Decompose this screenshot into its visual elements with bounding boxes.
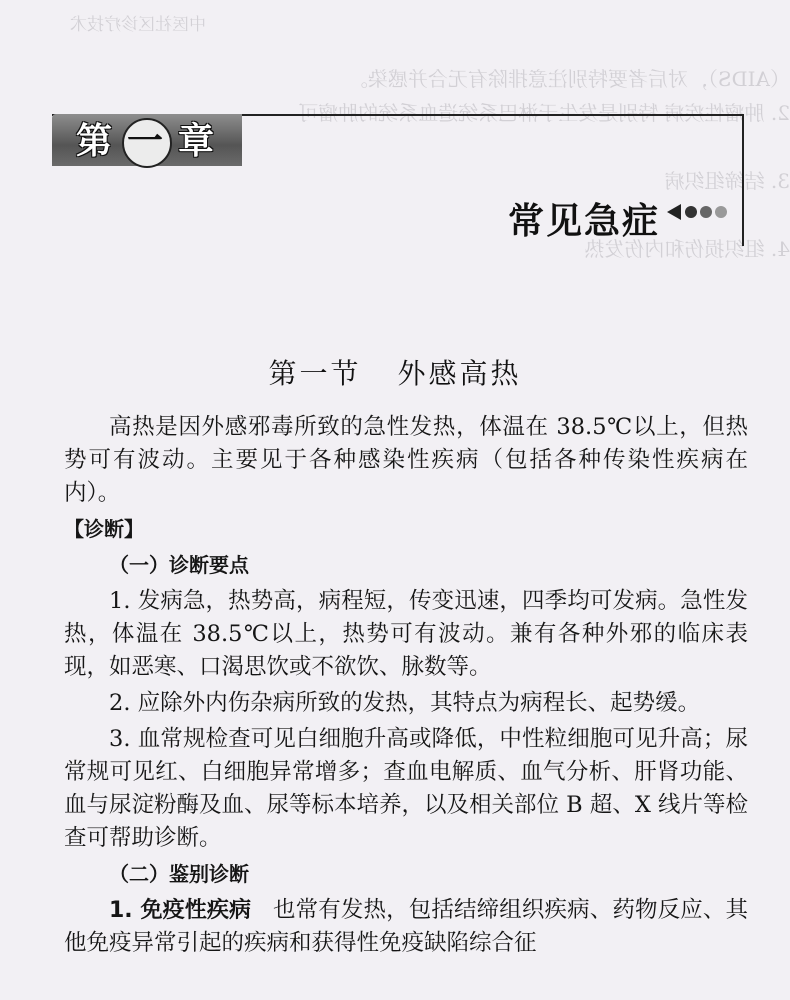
list-item: 3. 血常规检查可见白细胞升高或降低，中性粒细胞可见升高；尿常规可见红、白细胞异常增多；查血电解质、血气分析、肝肾功能、血与尿淀粉酶及血、尿等标本培养，以及相关部位 B 超、X 线片等检查可帮助诊断。 <box>64 726 749 851</box>
chapter-label: 第 一 章 <box>76 113 218 168</box>
chapter-badge <box>52 114 242 166</box>
bleed-line: （AIDS），对后者要特别注意排除有无合并感染。 <box>347 67 790 91</box>
section-title <box>0 352 790 392</box>
list-item: 2. 应除外内伤杂病所致的发热，其特点为病程长、起势缓。 <box>109 690 701 716</box>
term: 1. 免疫性疾病 <box>109 898 252 923</box>
section-name: 外感高热 <box>397 357 522 390</box>
bleed-line: 4. 组织损伤和内伤发热 <box>584 237 790 261</box>
intro-paragraph: 高热是因外感邪毒所致的急性发热，体温在 38.5℃以上，但热势可有波动。主要见于各种感染性疾病（包括各种传染性疾病在内）。 <box>64 414 748 506</box>
running-header: 中医社区诊疗技术 <box>70 15 206 35</box>
chapter-title: 常见急症 <box>507 201 660 242</box>
term-description: 也常有发热，包括结缔组织疾病、药物反应、其他免疫异常引起的疾病和获得性免疫缺陷综合征 <box>64 897 748 956</box>
body-text <box>64 411 748 960</box>
section-label: 第一节 <box>268 357 362 390</box>
list-item <box>64 894 748 960</box>
list-item: 1. 发病急，热势高，病程短，传变迅速，四季均可发病。急性发热，体温在 38.5℃以上，热势可有波动。兼有各种外邪的临床表现，如恶寒、口渴思饮或不欲饮、脉数等。 <box>64 588 748 680</box>
arrow-left-icon <box>667 201 737 223</box>
bleed-line: 2. 肿瘤性疾病 特别是发生于淋巴系统造血系统的肿瘤可 <box>298 101 790 125</box>
bleed-line: 3. 结缔组织病 <box>664 169 790 193</box>
subheading-key-points: （一）诊断要点 <box>109 553 249 577</box>
subheading-differential: （二）鉴别诊断 <box>109 862 249 886</box>
chapter-number: 一 <box>122 118 172 168</box>
heading-diagnosis: 【诊断】 <box>64 517 144 541</box>
